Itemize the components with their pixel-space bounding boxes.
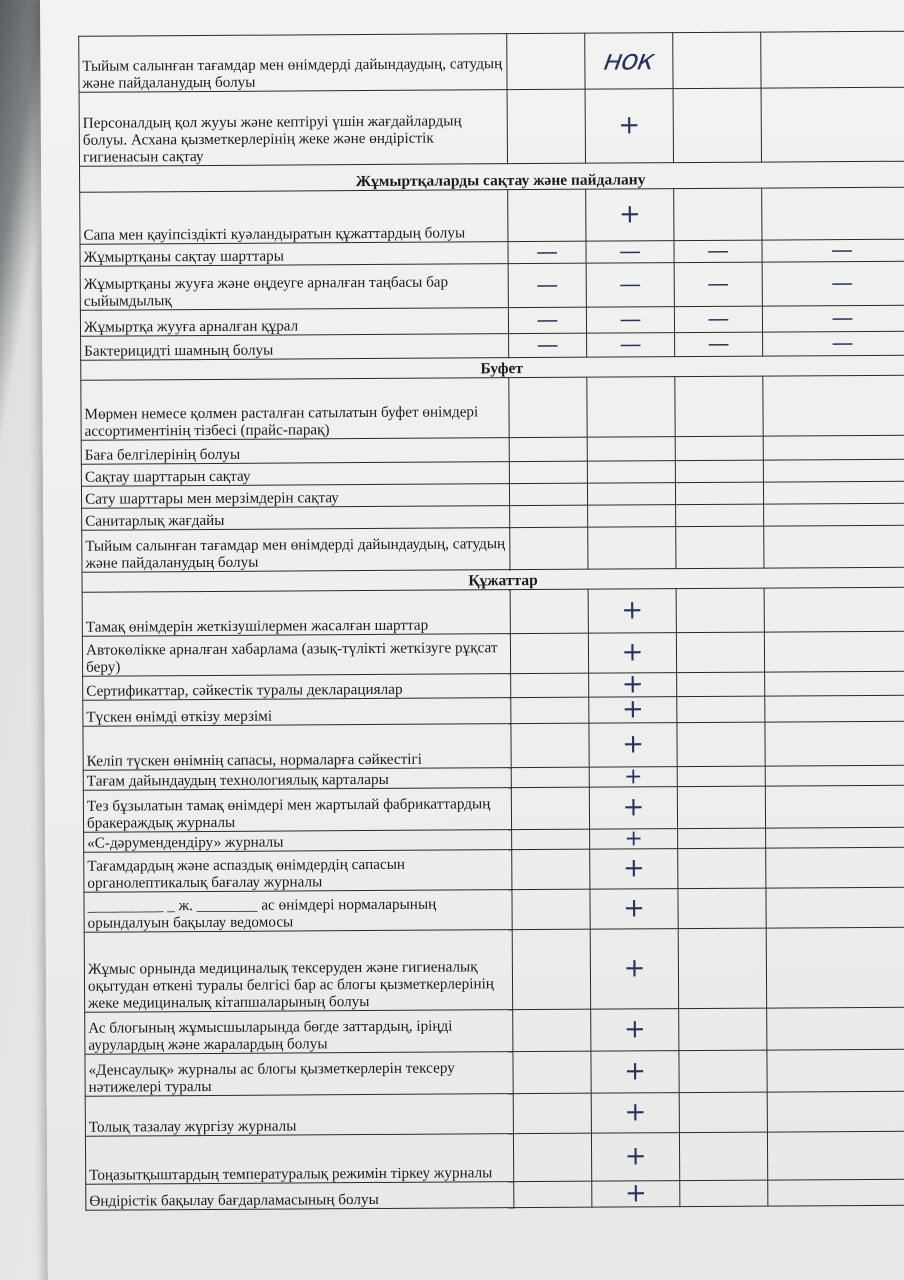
handwritten-plus: + <box>623 764 643 790</box>
mark-cell <box>761 87 904 162</box>
table-row <box>86 1179 904 1210</box>
table-row <box>80 261 904 310</box>
mark-cell <box>586 241 674 264</box>
criterion-text: Тез бұзылатын тамақ өнімдері мен жартылай фабрикаттардың бракераждық журналы <box>83 788 511 833</box>
mark-cell <box>678 848 766 889</box>
mark-cell <box>763 375 904 436</box>
handwritten-dash: — <box>536 272 559 298</box>
table-row <box>84 887 904 932</box>
mark-cell <box>591 1051 679 1094</box>
mark-cell <box>509 377 587 437</box>
mark-cell <box>678 888 766 929</box>
mark-cell <box>765 671 904 696</box>
handwritten-plus: + <box>624 1097 647 1128</box>
mark-cell <box>589 723 677 768</box>
criterion-text: Сақтау шарттарын сақтау <box>81 462 509 487</box>
mark-cell <box>509 461 587 483</box>
table-row <box>82 525 904 572</box>
mark-cell <box>676 526 764 569</box>
handwritten-plus: + <box>618 110 641 141</box>
criterion-text: Келіп түскен өнімнің сапасы, нормаларға сәйкестігі <box>83 724 511 771</box>
mark-cell <box>675 376 763 437</box>
mark-cell <box>766 927 904 1008</box>
handwritten-dash: — <box>831 306 854 332</box>
criterion-text: Тыйым салынған тағамдар мен өнімдерді дайындаудың, сатудың және пайдаланудың болуы <box>82 528 510 573</box>
mark-cell <box>762 261 904 306</box>
mark-cell <box>511 767 589 787</box>
mark-cell <box>589 694 677 725</box>
handwritten-plus: + <box>621 595 644 626</box>
mark-cell <box>585 89 673 164</box>
mark-cell <box>673 88 761 163</box>
handwritten-plus: + <box>622 729 645 760</box>
handwritten-dash: — <box>618 239 642 265</box>
handwritten-plus: + <box>618 199 641 230</box>
handwritten-dash: — <box>830 238 854 264</box>
handwritten-dash: — <box>707 331 730 357</box>
mark-cell <box>678 928 766 1009</box>
mark-cell <box>590 929 678 1010</box>
mark-cell <box>679 1132 767 1181</box>
mark-cell <box>767 1007 904 1050</box>
handwritten-plus: + <box>623 893 646 924</box>
mark-cell <box>585 33 673 90</box>
handwritten-dash: — <box>831 271 854 297</box>
mark-cell <box>591 1009 679 1052</box>
mark-cell <box>763 331 904 356</box>
handwritten-nok: нок <box>601 43 657 77</box>
mark-cell <box>679 1050 767 1093</box>
handwritten-plus: + <box>621 669 644 700</box>
mark-cell <box>763 435 904 460</box>
mark-cell <box>510 589 588 633</box>
handwritten-dash: — <box>619 332 642 358</box>
criterion-text: Мөрмен немесе қолмен расталған сатылатын буфет өнімдері ассортиментінің тізбесі (прайс-парақ) <box>81 378 509 441</box>
criterion-text: «Денсаулық» журналы ас блогы қызметкерлерін тексеру нәтижелері туралы <box>85 1052 513 1097</box>
mark-cell <box>766 887 904 928</box>
handwritten-dash: — <box>706 238 730 264</box>
mark-cell <box>764 587 904 632</box>
criterion-text: Тыйым салынған тағамдар мен өнімдерді дайындаудың, сатудың және пайдаланудың болуы <box>79 34 507 93</box>
mark-cell <box>587 333 675 358</box>
mark-cell <box>767 1091 904 1132</box>
criterion-text: __________ _ ж. ________ ас өнімдері нормаларының орындалуын бақылау ведомосы <box>84 890 512 933</box>
mark-cell <box>677 696 765 723</box>
mark-cell <box>767 1131 904 1180</box>
mark-cell <box>674 306 762 333</box>
mark-cell <box>508 263 586 307</box>
criterion-text: Сапа мен қауіпсіздікті куәландыратын құжаттардың болуы <box>80 190 508 245</box>
mark-cell <box>679 1008 767 1051</box>
criterion-text: Персоналдың қол жууы және кептіруі үшін жағдайлардың болуы. Асхана қызметкерлерінің жеке және өндірістік гигиенасын сақтау <box>79 90 507 167</box>
table-row <box>83 785 904 832</box>
mark-cell <box>511 673 589 697</box>
criterion-text: Тағам дайындаудың технологиялық карталары <box>83 768 511 791</box>
mark-cell <box>677 766 765 787</box>
criterion-text: Өндірістік бақылау бағдарламасының болуы <box>86 1182 514 1211</box>
section-heading: Жұмыртқаларды сақтау және пайдалану <box>80 161 904 192</box>
handwritten-dash: — <box>831 331 854 357</box>
mark-cell <box>674 262 762 307</box>
mark-cell <box>514 1181 592 1207</box>
mark-cell <box>762 187 904 240</box>
mark-cell <box>674 188 762 241</box>
criterion-text: Тамақ өнімдерін жеткізушілермен жасалған шарттар <box>82 590 510 637</box>
mark-cell <box>676 632 764 673</box>
mark-cell <box>588 589 676 634</box>
criterion-text: Бактерицидті шамның болуы <box>81 334 509 361</box>
mark-cell <box>588 527 676 570</box>
criterion-text: Баға белгілерінің болуы <box>81 438 509 465</box>
mark-cell <box>507 33 585 89</box>
criterion-text: Түскен өнімді өткізу мерзімі <box>83 698 511 727</box>
criterion-text: Сертификаттар, сәйкестік туралы декларациялар <box>83 674 511 701</box>
handwritten-dash: — <box>707 271 730 297</box>
checklist-table <box>78 31 904 1211</box>
handwritten-plus: + <box>623 953 646 984</box>
criterion-text: «С-дәрумендендіру» журналы <box>84 830 512 853</box>
handwritten-plus: + <box>623 1014 646 1045</box>
mark-cell <box>679 1092 767 1133</box>
mark-cell <box>764 631 904 672</box>
mark-cell <box>512 889 590 929</box>
mark-cell <box>590 889 678 930</box>
table-row <box>79 31 904 92</box>
mark-cell <box>508 307 586 333</box>
mark-cell <box>591 1133 679 1182</box>
mark-cell <box>511 723 589 767</box>
mark-cell <box>508 241 586 263</box>
criterion-text: Жұмыртқаны сақтау шарттары <box>80 242 508 267</box>
mark-cell <box>512 829 590 849</box>
mark-cell <box>763 481 904 504</box>
handwritten-dash: — <box>619 272 642 298</box>
mark-cell <box>509 437 587 461</box>
mark-cell <box>509 483 587 505</box>
section-heading: Буфет <box>81 355 904 380</box>
mark-cell <box>765 765 904 786</box>
mark-cell <box>764 525 904 568</box>
criterion-text: Толық тазалау жүргізу журналы <box>85 1094 513 1137</box>
mark-cell <box>676 588 764 633</box>
mark-cell <box>764 503 904 526</box>
mark-cell <box>587 377 675 438</box>
mark-cell <box>762 239 904 262</box>
handwritten-dash: — <box>536 332 559 358</box>
mark-cell <box>762 305 904 332</box>
criterion-text: Сату шарттары мен мерзімдерін сақтау <box>81 484 509 509</box>
handwritten-plus: + <box>624 1141 647 1172</box>
handwritten-plus: + <box>624 1056 647 1087</box>
mark-cell <box>513 1009 591 1051</box>
mark-cell <box>766 847 904 888</box>
table-row <box>83 721 904 770</box>
mark-cell <box>677 786 765 829</box>
mark-cell <box>586 307 674 334</box>
table-row <box>84 847 904 892</box>
mark-cell <box>512 929 590 1009</box>
handwritten-plus: + <box>621 694 644 725</box>
table-row <box>85 1131 904 1184</box>
mark-cell <box>675 436 763 461</box>
mark-cell <box>592 1178 680 1209</box>
mark-cell <box>675 482 763 505</box>
handwritten-plus: + <box>624 1178 647 1209</box>
mark-cell <box>587 461 675 484</box>
table-row <box>85 1049 904 1096</box>
mark-cell <box>510 527 588 569</box>
table-row <box>81 375 904 440</box>
mark-cell <box>587 437 675 462</box>
mark-cell <box>767 1049 904 1092</box>
table-row <box>85 1007 904 1054</box>
handwritten-dash: — <box>619 307 642 333</box>
table-row <box>82 587 904 636</box>
mark-cell <box>765 721 904 766</box>
mark-cell <box>586 263 674 308</box>
mark-cell <box>513 1051 591 1093</box>
mark-cell <box>680 1180 768 1207</box>
section-heading: Құжаттар <box>82 567 904 592</box>
table-row <box>82 631 904 676</box>
mark-cell <box>507 89 585 163</box>
mark-cell <box>675 460 763 483</box>
criterion-text: Тоңазытқыштардың температуралық режимін тіркеу журналы <box>85 1134 513 1185</box>
criterion-text: Тағамдардың және аспаздық өнімдердің сапасын органолептикалық бағалау журналы <box>84 850 512 893</box>
table-row <box>85 1091 904 1136</box>
mark-cell <box>673 32 761 89</box>
mark-cell <box>590 826 678 852</box>
table-row <box>79 87 904 166</box>
mark-cell <box>513 1133 591 1181</box>
mark-cell <box>512 849 590 889</box>
mark-cell <box>588 505 676 528</box>
mark-cell <box>675 332 763 357</box>
handwritten-plus: + <box>624 826 643 852</box>
mark-cell <box>510 505 588 527</box>
handwritten-plus: + <box>622 792 645 823</box>
criterion-text: Ас блогының жұмысшыларында бөгде заттардың, іріңді аурулардың және жаралардың болуы <box>85 1010 513 1055</box>
mark-cell <box>590 849 678 890</box>
criterion-text: Жұмыртқаны жууға және өңдеуге арналған таңбасы бар сыйымдылық <box>80 264 508 311</box>
mark-cell <box>765 785 904 828</box>
table-row <box>80 187 904 244</box>
mark-cell <box>765 695 904 722</box>
mark-cell <box>768 1179 904 1206</box>
mark-cell <box>588 633 676 674</box>
handwritten-dash: — <box>707 306 730 332</box>
handwritten-plus: + <box>621 637 644 668</box>
criterion-text: Жұмыртқа жууға арналған құрал <box>80 308 508 337</box>
mark-cell <box>766 827 904 848</box>
mark-cell <box>587 483 675 506</box>
mark-cell <box>589 787 677 830</box>
mark-cell <box>509 333 587 357</box>
mark-cell <box>513 1093 591 1133</box>
handwritten-plus: + <box>622 853 645 884</box>
mark-cell <box>511 697 589 723</box>
mark-cell <box>586 189 674 242</box>
mark-cell <box>761 31 904 88</box>
mark-cell <box>510 633 588 673</box>
mark-cell <box>677 722 765 767</box>
mark-cell <box>677 672 765 697</box>
mark-cell <box>763 459 904 482</box>
criterion-text: Санитарлық жағдайы <box>82 506 510 531</box>
handwritten-dash: — <box>536 307 559 333</box>
table-row <box>84 927 904 1012</box>
document-page <box>40 0 904 1280</box>
mark-cell <box>508 189 586 241</box>
criterion-text: Жұмыс орнында медициналық тексеруден және гигиеналық оқытудан өткені туралы белгісі бар ас блогы қызметкерлерінің жеке медициналық кітапшаларының болуы <box>84 930 512 1013</box>
mark-cell <box>591 1093 679 1134</box>
mark-cell <box>674 240 762 263</box>
mark-cell <box>589 764 677 790</box>
criterion-text: Автокөлікке арналған хабарлама (азық-түлікті жеткізуге рұқсат беру) <box>82 634 510 677</box>
mark-cell <box>676 504 764 527</box>
mark-cell <box>511 787 589 829</box>
handwritten-dash: — <box>535 239 559 265</box>
mark-cell <box>678 828 766 849</box>
